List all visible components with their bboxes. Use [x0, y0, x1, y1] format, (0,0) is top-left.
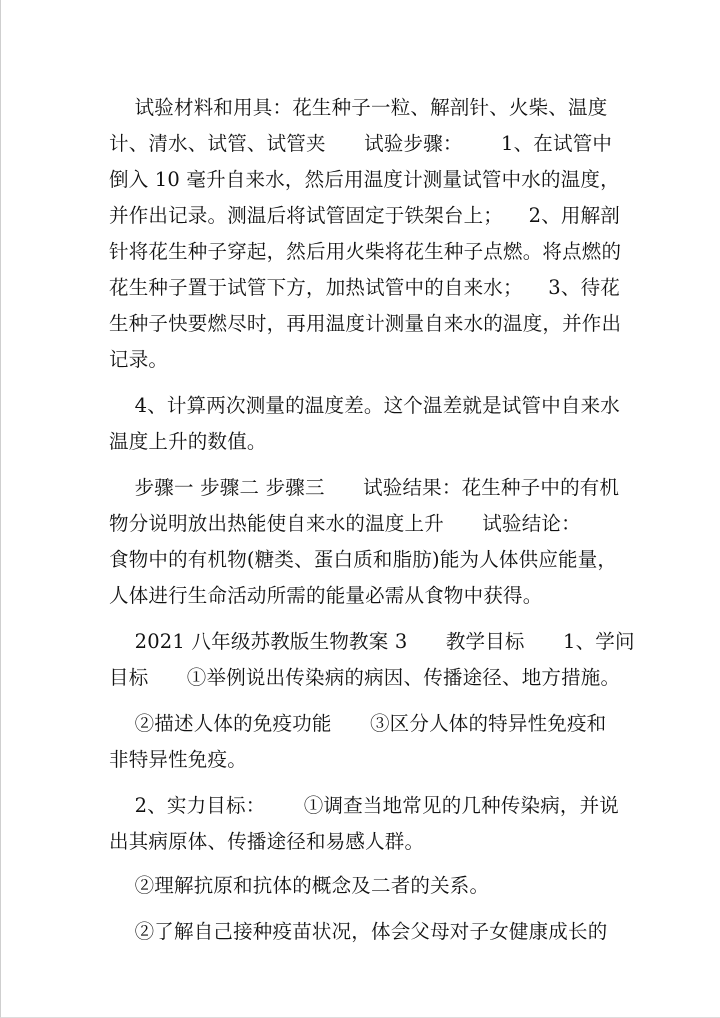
text-line: 人体进行生命活动所需的能量必需从食物中获得。 — [109, 584, 543, 607]
text-line: 花生种子置于试管下方，加热试管中的自来水； 3、待花 — [109, 276, 621, 299]
text-line: 针将花生种子穿起，然后用火柴将花生种子点燃。将点燃的 — [109, 240, 622, 263]
text-line: 温度上升的数值。 — [109, 430, 267, 453]
text-line: 步骤一 步骤二 步骤三 试验结果：花生种子中的有机 — [109, 476, 620, 499]
text-line: 倒入 10 毫升自来水，然后用温度计测量试管中水的温度， — [109, 168, 620, 191]
text-line: 2、实力目标： ①调查当地常见的几种传染病，并说 — [109, 794, 619, 817]
text-line: 非特异性免疫。 — [109, 748, 247, 771]
text-line: ②描述人体的免疫功能 ③区分人体的特异性免疫和 — [109, 712, 607, 735]
text-line: ②理解抗原和抗体的概念及二者的关系。 — [109, 874, 490, 897]
text-line: 目标 ①举例说出传染病的病因、传播途径、地方措施。 — [109, 666, 621, 689]
text-line: 物分说明放出热能使自来水的温度上升 试验结论： — [109, 512, 581, 535]
text-line: 并作出记录。测温后将试管固定于铁架台上； 2、用解剖 — [109, 204, 621, 227]
text-line: 记录。 — [109, 348, 169, 371]
text-line: 生种子快要燃尽时，再用温度计测量自来水的温度，并作出 — [109, 312, 622, 335]
text-line: 出其病原体、传播途径和易感人群。 — [109, 830, 425, 853]
text-line: 计、清水、试管、试管夹 试验步骤： 1、在试管中 — [109, 132, 613, 155]
text-line: 4、计算两次测量的温度差。这个温差就是试管中自来水 — [109, 394, 621, 417]
text-line: 试验材料和用具：花生种子一粒、解剖针、火柴、温度 — [109, 96, 608, 119]
text-line: ②了解自己接种疫苗状况，体会父母对子女健康成长的 — [109, 920, 608, 943]
text-line: 食物中的有机物(糖类、蛋白质和脂肪)能为人体供应能量， — [109, 548, 618, 571]
text-line: 2021 八年级苏教版生物教案 3 教学目标 1、学问 — [109, 630, 635, 653]
